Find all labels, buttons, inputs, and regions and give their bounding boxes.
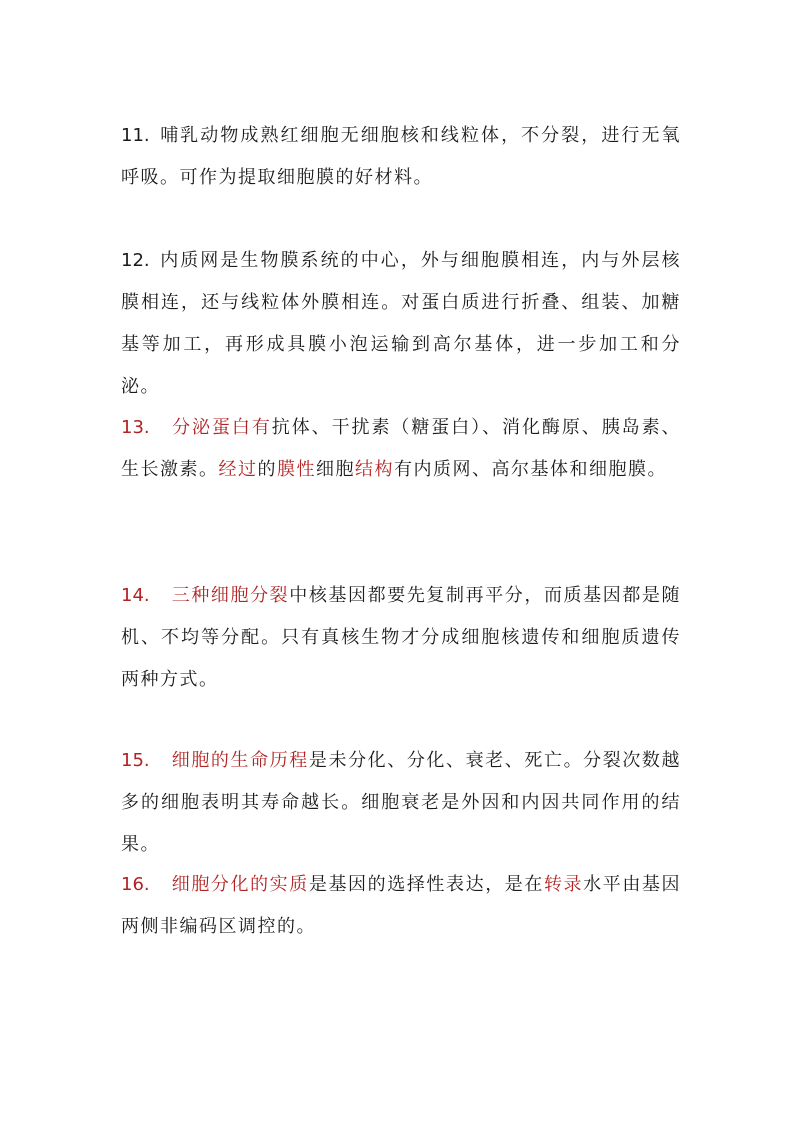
item-number: 16. (121, 874, 150, 895)
paragraph-text: 是未分化、分化、衰老、死亡。分裂次数越多的细胞表明其寿命越长。细胞衰老是外因和内因共同作用的结果。 (121, 750, 682, 855)
paragraph-text: 细胞 (316, 459, 355, 480)
highlighted-term: 细胞的 (171, 750, 231, 771)
paragraph-text: 水平由基因两侧非编码区调控的。 (121, 874, 682, 937)
paragraph-text: 是基因的选择性表达，是在 (308, 874, 544, 895)
item-number: 13. (121, 417, 150, 438)
item-number: 12. (121, 250, 150, 271)
paragraph-14 (121, 575, 681, 701)
highlighted-term: 三种细胞分裂 (171, 585, 290, 606)
paragraph-text: 抗体、干扰素（糖蛋白）、消化酶原、胰岛素、生长激素。 (121, 417, 682, 480)
paragraph-15 (121, 740, 681, 866)
highlighted-term: 经过 (218, 459, 258, 480)
highlighted-term: 分泌蛋白有 (171, 417, 272, 438)
paragraph-text: 哺乳动物成熟红细胞无细胞核和线粒体，不分裂，进行无氧呼吸。可作为提取细胞膜的好材料。 (121, 125, 681, 188)
paragraph-11 (121, 115, 681, 199)
paragraph-text: 有内质网、高尔基体和细胞膜。 (394, 459, 667, 480)
highlighted-term: 细胞分化的实质 (171, 874, 309, 895)
paragraph-text: 的 (257, 459, 277, 480)
item-number: 14. (121, 585, 150, 606)
item-number: 15. (121, 750, 150, 771)
highlighted-term: 转录 (543, 874, 584, 895)
highlighted-term: 膜性 (277, 459, 316, 480)
paragraph-text: 中核基因都要先复制再平分，而质基因都是随机、不均等分配。只有真核生物才分成细胞核遗传和细胞质遗传两种方式。 (121, 585, 682, 690)
paragraph-16 (121, 864, 681, 948)
paragraph-12 (121, 240, 681, 408)
paragraph-text: 内质网是生物膜系统的中心，外与细胞膜相连，内与外层核膜相连，还与线粒体外膜相连。对蛋白质进行折叠、组装、加糖基等加工，再形成具膜小泡运输到高尔基体，进一步加工和分泌。 (121, 250, 681, 397)
paragraph-13 (121, 407, 681, 491)
highlighted-term: 结构 (355, 459, 394, 480)
highlighted-term: 生命历程 (230, 750, 309, 771)
item-number: 11. (121, 125, 150, 146)
